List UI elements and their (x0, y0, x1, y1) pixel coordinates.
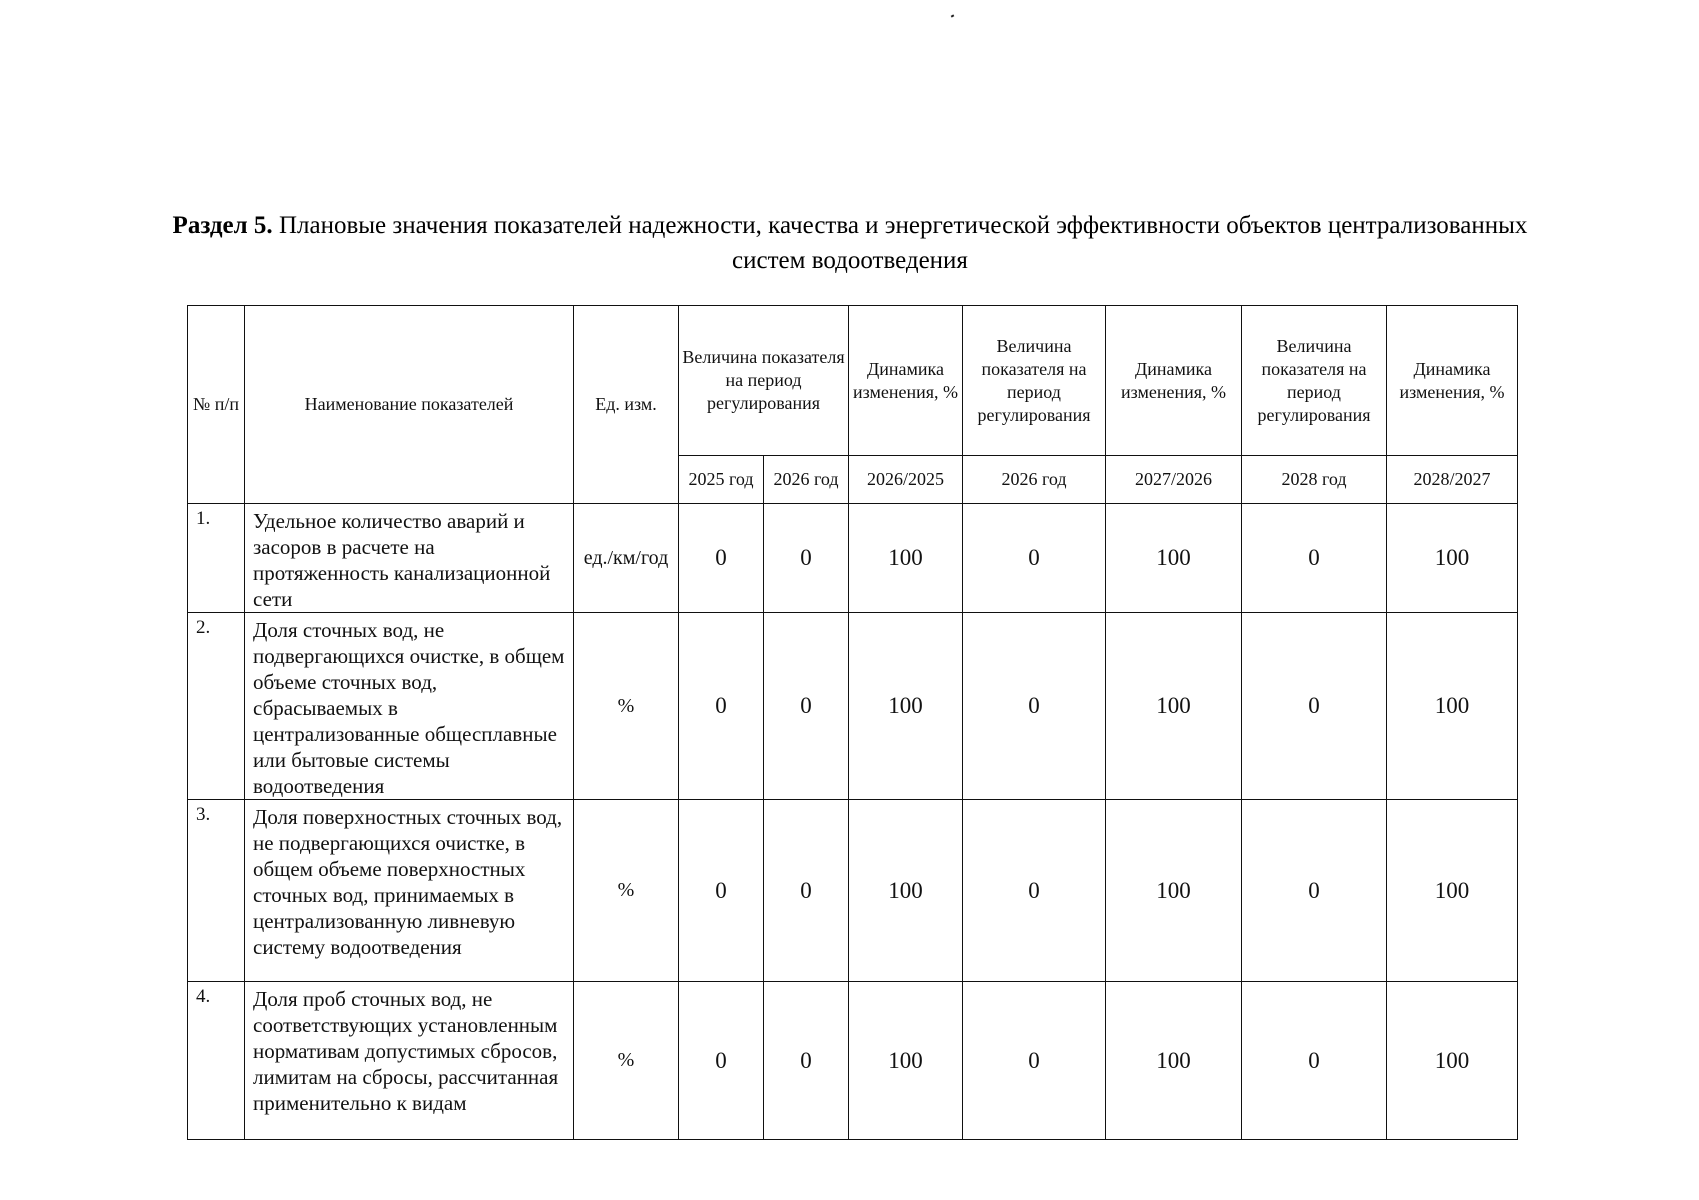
indicator-name: Доля поверхностных сточных вод, не подвергающихся очистке, в общем объеме поверхностных сточных вод, принимаемых в централизованную ливневую систему водоотведения (245, 800, 574, 982)
value-cell: 100 (1387, 504, 1518, 613)
value-cell: 0 (1242, 504, 1387, 613)
value-cell: 100 (1387, 800, 1518, 982)
indicator-name: Доля сточных вод, не подвергающихся очистке, в общем объеме сточных вод, сбрасываемых в централизованные общесплавные или бытовые системы водоотведения (245, 613, 574, 800)
value-cell: 0 (963, 504, 1106, 613)
row-number: 4. (188, 982, 245, 1140)
row-number: 2. (188, 613, 245, 800)
value-cell: 0 (963, 800, 1106, 982)
table-row (188, 504, 1518, 613)
header-group-2: Величина показателя на период регулирования (963, 306, 1106, 456)
section-title-text: Плановые значения показателей надежности, качества и энергетической эффективности объектов централизованных систем водоотведения (272, 212, 1528, 274)
section-title (150, 208, 1550, 278)
header-group-3: Величина показателя на период регулирования (1242, 306, 1387, 456)
unit-cell: % (574, 982, 679, 1140)
header-row (188, 306, 1518, 456)
indicator-name: Доля проб сточных вод, не соответствующих установленным нормативам допустимых сбросов, лимитам на сбросы, рассчитанная применительно к видам (245, 982, 574, 1140)
value-cell: 0 (764, 504, 849, 613)
table-row (188, 800, 1518, 982)
header-group-1: Величина показателя на период регулирования (679, 306, 849, 456)
value-cell: 100 (849, 982, 963, 1140)
subheader-cell: 2028 год (1242, 456, 1387, 504)
row-number: 1. (188, 504, 245, 613)
subheader-cell: 2026 год (764, 456, 849, 504)
value-cell: 100 (1387, 613, 1518, 800)
unit-cell: % (574, 613, 679, 800)
unit-cell: ед./км/год (574, 504, 679, 613)
header-unit: Ед. изм. (574, 306, 679, 504)
header-dynamics-2: Динамика изменения, % (1106, 306, 1242, 456)
indicator-name: Удельное количество аварий и засоров в расчете на протяженность канализационной сети (245, 504, 574, 613)
value-cell: 0 (679, 982, 764, 1140)
scan-speck (951, 14, 955, 17)
value-cell: 0 (1242, 800, 1387, 982)
value-cell: 0 (764, 800, 849, 982)
subheader-cell: 2028/2027 (1387, 456, 1518, 504)
subheader-cell: 2026 год (963, 456, 1106, 504)
value-cell: 100 (1106, 613, 1242, 800)
subheader-cell: 2027/2026 (1106, 456, 1242, 504)
indicators-table (187, 305, 1518, 1140)
value-cell: 100 (849, 800, 963, 982)
subheader-cell: 2025 год (679, 456, 764, 504)
value-cell: 100 (1106, 504, 1242, 613)
subheader-cell: 2026/2025 (849, 456, 963, 504)
header-dynamics-1: Динамика изменения, % (849, 306, 963, 456)
value-cell: 0 (1242, 613, 1387, 800)
table-row (188, 613, 1518, 800)
section-title-prefix: Раздел 5. (172, 212, 273, 239)
value-cell: 0 (963, 613, 1106, 800)
value-cell: 0 (764, 613, 849, 800)
unit-cell: % (574, 800, 679, 982)
value-cell: 100 (849, 613, 963, 800)
row-number: 3. (188, 800, 245, 982)
header-dynamics-3: Динамика изменения, % (1387, 306, 1518, 456)
header-name: Наименование показателей (245, 306, 574, 504)
value-cell: 0 (679, 613, 764, 800)
table-row (188, 982, 1518, 1140)
value-cell: 100 (1387, 982, 1518, 1140)
value-cell: 100 (1106, 982, 1242, 1140)
header-num: № п/п (188, 306, 245, 504)
value-cell: 100 (1106, 800, 1242, 982)
value-cell: 0 (764, 982, 849, 1140)
value-cell: 100 (849, 504, 963, 613)
value-cell: 0 (963, 982, 1106, 1140)
value-cell: 0 (1242, 982, 1387, 1140)
value-cell: 0 (679, 504, 764, 613)
value-cell: 0 (679, 800, 764, 982)
